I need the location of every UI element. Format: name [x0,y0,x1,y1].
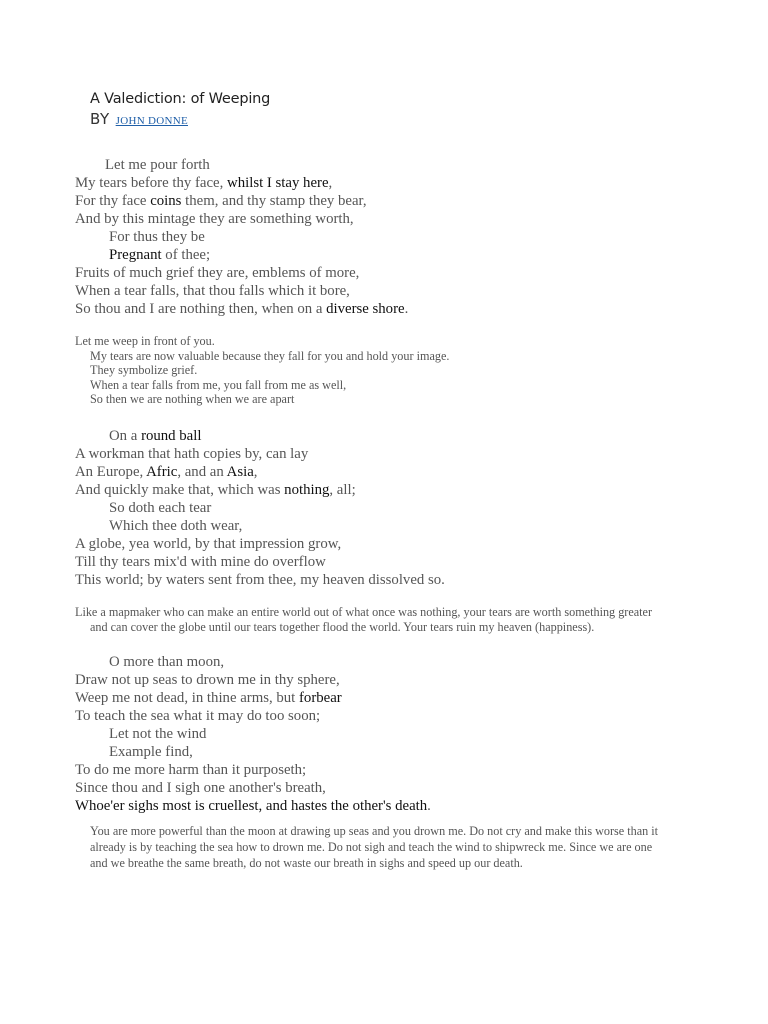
annotated-phrase[interactable]: coins [150,193,182,209]
paraphrase-line: Let me weep in front of you. [75,334,215,348]
poem-line: Whoe'er sighs most is cruellest, and hastes the other's death. [75,798,431,814]
author-link[interactable]: JOHN DONNE [115,115,188,127]
annotated-phrase[interactable]: round ball [141,428,202,444]
paraphrase-2 [75,605,652,634]
annotated-phrase[interactable]: Whoe'er sighs most is cruellest, and hastes the other's death [75,798,428,814]
paraphrase-3 [90,823,658,871]
poem-line: For thus they be [109,229,205,245]
poem-line: Weep me not dead, in thine arms, but forbear [75,690,342,706]
poem-line: Which thee doth wear, [109,518,243,534]
poem-line: When a tear falls, that thou falls which it bore, [75,283,350,299]
annotated-phrase[interactable]: Pregnant [109,247,162,263]
paraphrase-line: and we breathe the same breath, do not waste our breath in sighs and speed up our death. [90,856,523,870]
paraphrase-line: Like a mapmaker who can make an entire world out of what once was nothing, your tears are worth something greater [75,605,653,619]
paraphrase-line: So then we are nothing when we are apart [90,392,295,406]
poem-line: Draw not up seas to drown me in thy sphere, [75,672,340,688]
annotated-phrase[interactable]: Afric [146,464,178,480]
poem-line: Since thou and I sigh one another's breath, [75,780,326,796]
poem-line: So thou and I are nothing then, when on a diverse shore. [75,301,409,317]
poem-line: A globe, yea world, by that impression grow, [75,536,342,552]
poem-line: On a round ball [109,428,202,444]
stanza-2 [75,427,445,589]
paraphrase-line: When a tear falls from me, you fall from me as well, [90,377,347,392]
poem-line: To teach the sea what it may do too soon; [75,708,321,724]
poem-line: Let not the wind [109,726,207,742]
annotated-phrase[interactable]: diverse shore [326,301,405,317]
poem-line: Till thy tears mix'd with mine do overflow [75,554,326,570]
paraphrase-line: and can cover the globe until our tears together flood the world. Your tears ruin my heaven (happiness). [90,619,595,634]
annotated-phrase[interactable]: nothing [284,482,330,498]
poem-line: Let me pour forth [105,157,210,173]
poem-line: To do me more harm than it purposeth; [75,762,307,778]
paraphrase-line: already is by teaching the sea how to drown me. Do not sigh and teach the wind to shipwreck me. Since we are one [90,840,653,854]
annotated-phrase[interactable]: whilst I stay here [227,175,329,191]
poem-line: An Europe, Afric, and an Asia, [75,464,258,480]
paraphrase-line: My tears are now valuable because they fall for you and hold your image. [90,348,450,363]
paraphrase-line: They symbolize grief. [90,363,198,377]
poem-line: Example find, [109,744,193,760]
poem-line: Pregnant of thee; [109,247,211,263]
poem-line: So doth each tear [109,500,212,516]
poem-line: And quickly make that, which was nothing, all; [75,482,356,498]
poem-title: A Valediction: of Weeping [90,91,271,107]
stanza-3 [75,653,431,815]
poem-line: Fruits of much grief they are, emblems of more, [75,265,360,281]
poem-line: My tears before thy face, whilst I stay here, [75,175,333,191]
paraphrase-line: You are more powerful than the moon at drawing up seas and you drown me. Do not cry and make this worse than it [90,824,659,838]
stanza-1 [75,156,408,318]
annotated-phrase[interactable]: Asia [226,464,254,480]
paraphrase-1 [75,334,449,407]
poem-line: A workman that hath copies by, can lay [75,446,309,462]
poem-line: And by this mintage they are something worth, [75,211,354,227]
byline [90,110,188,129]
poem-line: For thy face coins them, and thy stamp they bear, [75,193,367,209]
poem-line: O more than moon, [109,654,225,670]
annotated-phrase[interactable]: forbear [299,690,342,706]
byline-label: BY [90,110,110,128]
poem-line: This world; by waters sent from thee, my heaven dissolved so. [75,572,445,588]
